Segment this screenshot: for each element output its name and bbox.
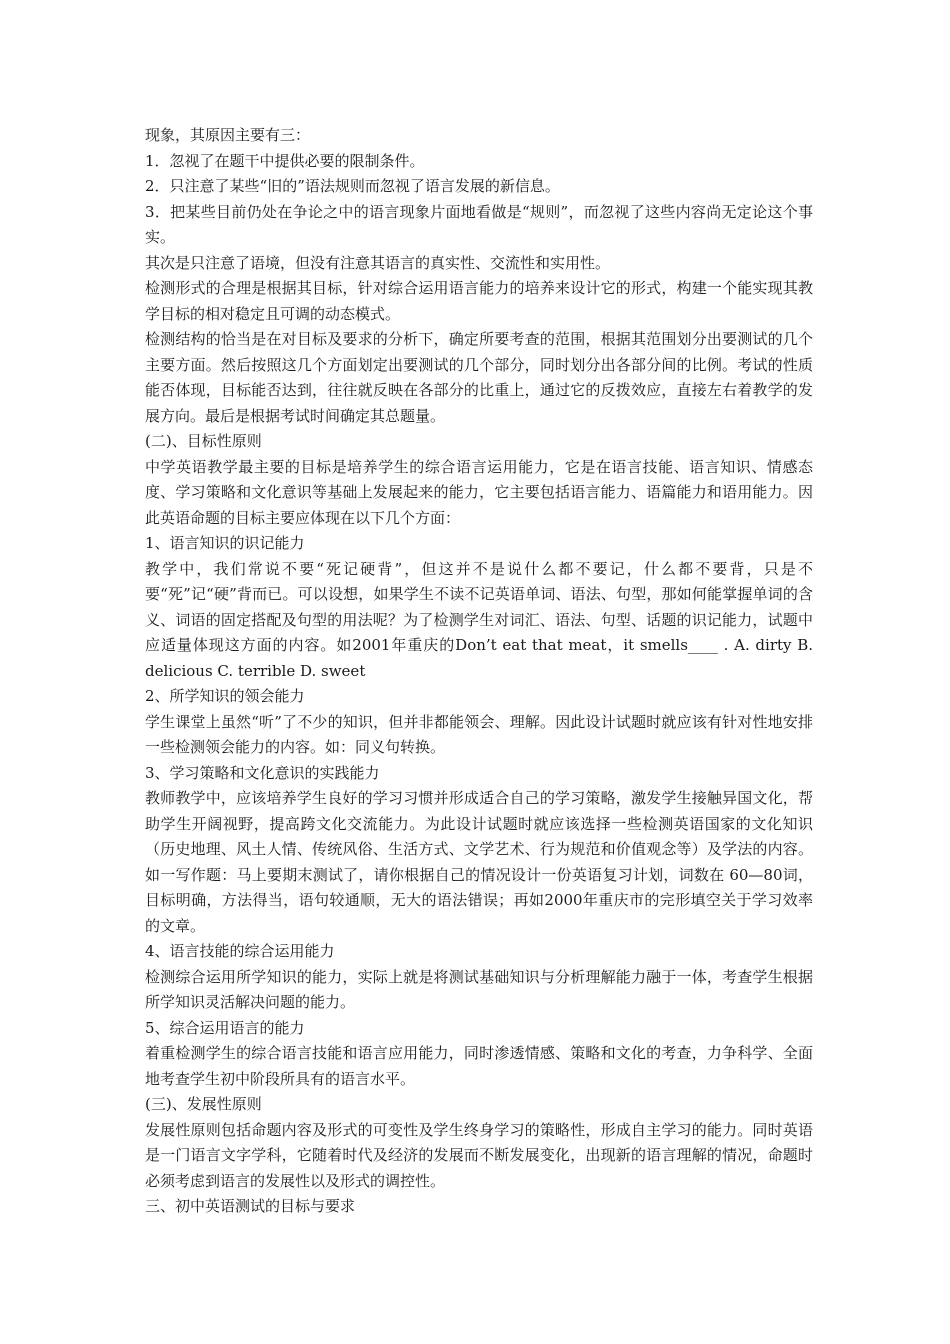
paragraph-comprehend: 学生课堂上虽然“听”了不少的知识，但并非都能领会、理解。因此设计试题时就应该有针对性地安排一些检测领会能力的内容。如：同义句转换。 bbox=[145, 712, 813, 756]
document-page bbox=[145, 123, 813, 1220]
paragraph-memorize: 教学中，我们常说不要“死记硬背”，但这并不是说什么都不要记，什么都不要背，只是不要“死”记“硬”背而已。可以设想，如果学生不读不记英语单词、语法、句型，那如何能掌握单词的含义、词语的固定搭配及句型的用法呢？为了检测学生对词汇、语法、句型、话题的识记能力，试题中应适量体现这方面的内容。如2001年重庆的Don’t eat that meat，it smells____ . A. dirty B. delicious C. terrible D. sweet bbox=[145, 559, 813, 680]
section-heading-development: (三)、发展性原则 bbox=[145, 1095, 262, 1113]
paragraph-form: 检测形式的合理是根据其目标，针对综合运用语言能力的培养来设计它的形式，构建一个能实现其教学目标的相对稳定且可调的动态模式。 bbox=[145, 279, 813, 323]
paragraph-reason-3: 3．把某些目前仍处在争论之中的语言现象片面地看做是“规则”，而忽视了这些内容尚无定论这个事实。 bbox=[145, 202, 813, 246]
paragraph-reason-1: 1．忽视了在题干中提供必要的限制条件。 bbox=[145, 151, 425, 170]
paragraph-strategy: 教师教学中，应该培养学生良好的学习习惯并形成适合自己的学习策略，激发学生接触异国文化，帮助学生开阔视野，提高跨文化交流能力。为此设计试题时就应该选择一些检测英语国家的文化知识（历史地理、风土人情、传统风俗、生活方式、文学艺术、行为规范和价值观念等）及学法的内容。如一写作题：马上要期末测试了，请你根据自己的情况设计一份英语复习计划，词数在 60—80词，目标明确，方法得当，语句较通顺，无大的语法错误；再如2000年重庆市的完形填空关于学习效率的文章。 bbox=[145, 789, 813, 935]
paragraph-structure: 检测结构的恰当是在对目标及要求的分析下，确定所要考查的范围，根据其范围划分出要测试的几个主要方面。然后按照这几个方面划定出要测试的几个部分，同时划分出各部分间的比例。考试的性质能否体现，目标能否达到，往往就反映在各部分的比重上，通过它的反拨效应，直接左右着教学的发展方向。最后是根据考试时间确定其总题量。 bbox=[145, 330, 813, 425]
paragraph-development: 发展性原则包括命题内容及形式的可变性及学生终身学习的策略性，形成自主学习的能力。同时英语是一门语言文字学科，它随着时代及经济的发展而不断发展变化，出现新的语言理解的情况，命题时必须考虑到语言的发展性以及形式的调控性。 bbox=[145, 1120, 813, 1190]
paragraph-context: 其次是只注意了语境，但没有注意其语言的真实性、交流性和实用性。 bbox=[145, 253, 611, 272]
subheading-4: 4、语言技能的综合运用能力 bbox=[145, 942, 335, 960]
section-heading-target: (二)、目标性原则 bbox=[145, 432, 262, 450]
paragraph-intro: 现象，其原因主要有三： bbox=[145, 126, 311, 144]
subheading-5: 5、综合运用语言的能力 bbox=[145, 1018, 305, 1037]
paragraph-skills: 检测综合运用所学知识的能力，实际上就是将测试基础知识与分析理解能力融于一体，考查学生根据所学知识灵活解决问题的能力。 bbox=[145, 967, 813, 1011]
subheading-3: 3、学习策略和文化意识的实践能力 bbox=[145, 763, 380, 782]
subheading-1: 1、语言知识的识记能力 bbox=[145, 534, 305, 552]
paragraph-target-intro: 中学英语教学最主要的目标是培养学生的综合语言运用能力，它是在语言技能、语言知识、情感态度、学习策略和文化意识等基础上发展起来的能力，它主要包括语言能力、语篇能力和语用能力。因此英语命题的目标主要应体现在以下几个方面： bbox=[145, 457, 813, 527]
subheading-2: 2、所学知识的领会能力 bbox=[145, 687, 305, 705]
paragraph-language: 着重检测学生的综合语言技能和语言应用能力，同时渗透情感、策略和文化的考查，力争科学、全面地考查学生初中阶段所具有的语言水平。 bbox=[145, 1044, 813, 1088]
section-heading-goals: 三、初中英语测试的目标与要求 bbox=[145, 1197, 356, 1215]
paragraph-reason-2: 2．只注意了某些“旧的”语法规则而忽视了语言发展的新信息。 bbox=[145, 177, 560, 195]
